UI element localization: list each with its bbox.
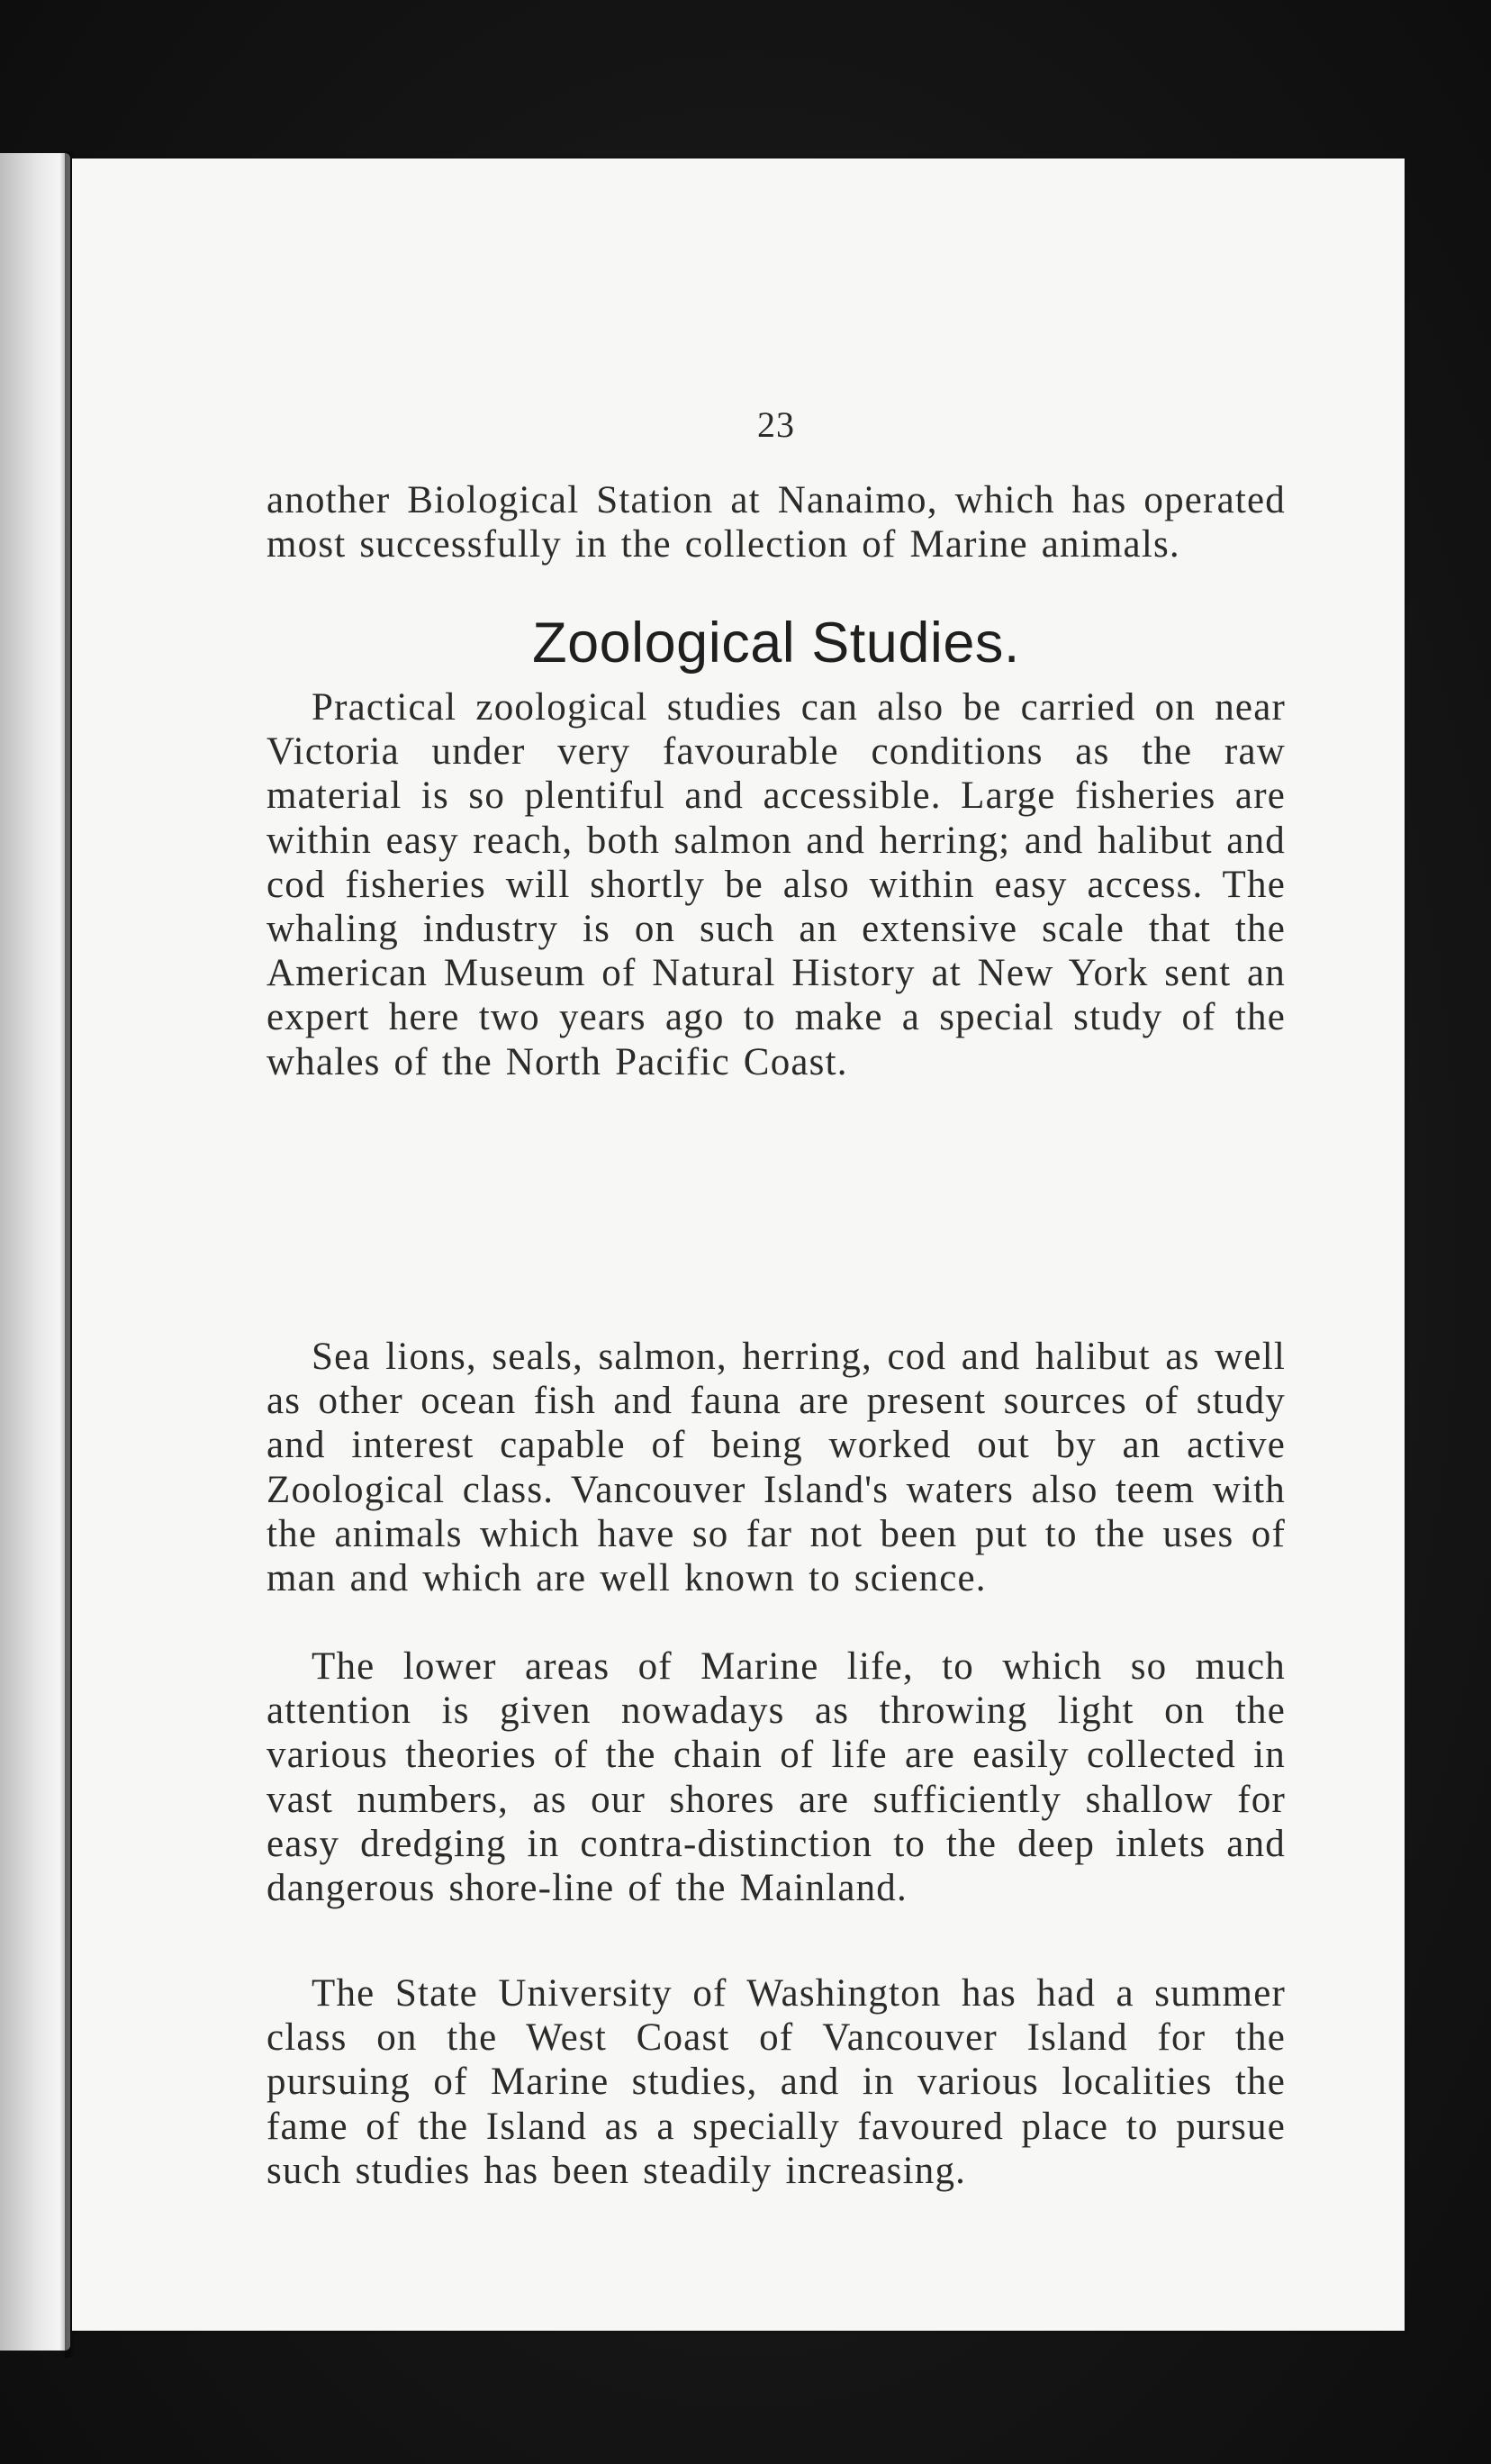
paragraph-state-university: The State University of Washington has had a summer class on the West Coast of Vancouver Island for the pursuing of Marine studies, and in various localities the fame of the Island as a specially favoured place to pursue such studies has been steadily increasing. [267,1972,1286,2192]
paragraph-sea-lions: Sea lions, seals, salmon, herring, cod and halibut as well as other ocean fish and fauna are present sources of study and interest capable of being worked out by an active Zoological class. Vancouver Island's waters also teem with the animals which have so far not been put to the uses of man and which are well known to science. [267,1336,1286,1600]
paragraph-zoological-studies: Practical zoological studies can also be carried on near Victoria under very favourable conditions as the raw material is so plentiful and accessible. Large fisheries are within easy reach, both salmon and herring; and halibut and cod fisheries will shortly be also within easy access. The whaling industry is on such an extensive scale that the American Museum of Natural History at New York sent an expert here two years ago to make a special study of the whales of the North Pacific Coast. [267,686,1286,1083]
section-heading: Zoological Studies. [532,611,1020,675]
continuation-paragraph: another Biological Station at Nanaimo, which has operated most successfully in the collection of Marine animals. [267,479,1286,566]
facing-page-edge [0,153,70,2351]
paragraph-marine-life: The lower areas of Marine life, to which so much attention is given nowadays as throwing light on the various theories of the chain of life are easily collected in vast numbers, as our shores are sufficiently shallow for easy dredging in contra-distinction to the deep inlets and dangerous shore-line of the Mainland. [267,1645,1286,1910]
book-page [72,159,1405,2331]
page-number: 23 [757,404,795,445]
